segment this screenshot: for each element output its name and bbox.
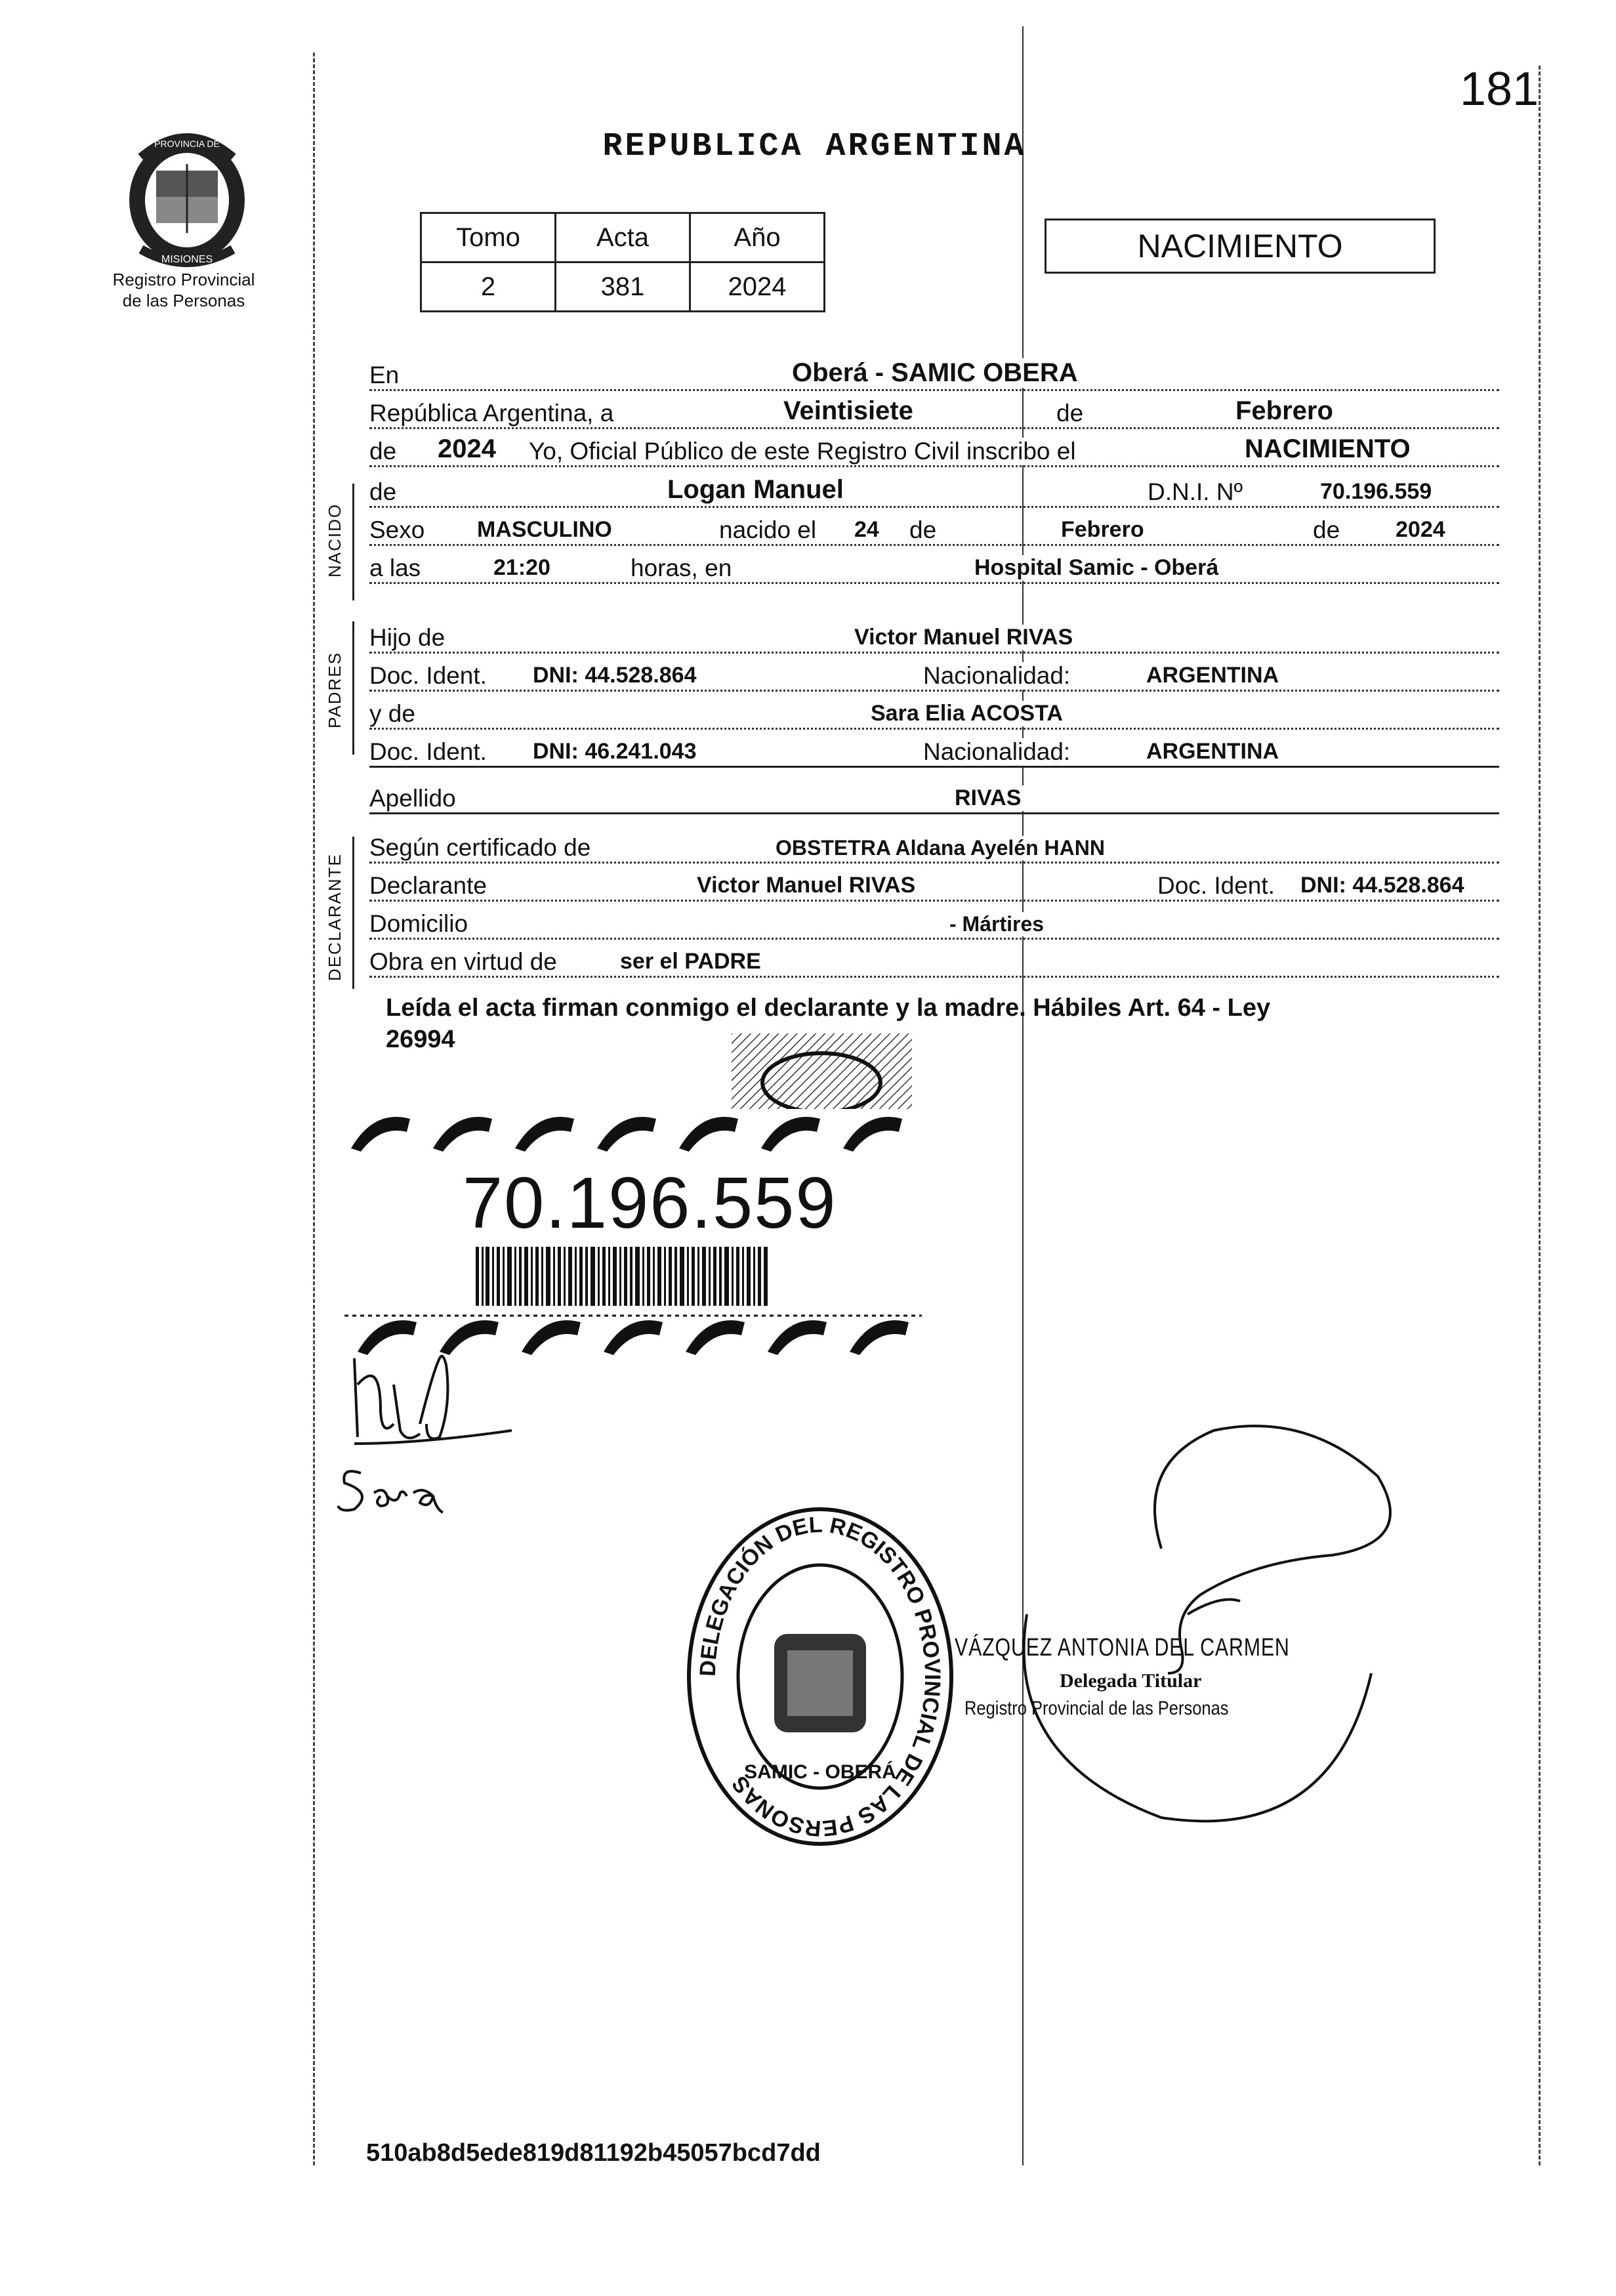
madre-value: Sara Elia ACOSTA	[868, 701, 1066, 726]
svg-text:MISIONES: MISIONES	[161, 254, 213, 265]
signature-official	[964, 1398, 1424, 1857]
anio-inscripcion-value: 2024	[435, 434, 499, 464]
padres-section-line	[352, 621, 354, 755]
right-margin-line	[1539, 66, 1541, 2165]
dom-value: - Mártires	[947, 912, 1046, 936]
oficial-label: Yo, Oficial Público de este Registro Civil inscribo el	[525, 438, 1080, 465]
anio-value: 2024	[690, 262, 825, 312]
stamp-inner-text: SAMIC - OBERÁ	[744, 1761, 896, 1783]
closing-statement	[386, 992, 1501, 1055]
page-number: 181	[1460, 63, 1539, 115]
yde-label: y de	[369, 700, 419, 728]
nac1-value: ARGENTINA	[1144, 663, 1281, 688]
decl-label: Declarante	[369, 872, 491, 900]
registry-caption-line2: de las Personas	[122, 291, 245, 310]
row-republica	[369, 389, 1499, 429]
nacido-de-label: de	[905, 516, 940, 544]
sticker-dni-number: 70.196.559	[463, 1163, 837, 1243]
doc1-value: DNI: 44.528.864	[530, 663, 699, 688]
row-hora	[369, 544, 1499, 584]
svg-text:PROVINCIA DE: PROVINCIA DE	[154, 138, 220, 149]
row-hijo	[369, 614, 1499, 654]
document-hash: 510ab8d5ede819d81192b45057bcd7dd	[366, 2139, 821, 2167]
decl-doc-label: Doc. Ident.	[1153, 872, 1279, 900]
signature-declarante	[341, 1345, 525, 1450]
nacido-de2-label: de	[1309, 516, 1344, 544]
row-domicilio	[369, 900, 1499, 940]
registry-caption-line1: Registro Provincial	[112, 270, 255, 289]
obra-label: Obra en virtud de	[369, 948, 561, 976]
nombre-label: de	[369, 478, 400, 506]
row-certificado	[369, 824, 1499, 864]
row-doc2	[369, 728, 1499, 768]
obra-value: ser el PADRE	[617, 949, 764, 974]
dni-sticker-top-band	[348, 1109, 928, 1155]
official-role: Delegada Titular	[1060, 1670, 1202, 1692]
decl-doc-value: DNI: 44.528.864	[1298, 873, 1467, 898]
mes-value: Febrero	[1233, 396, 1336, 426]
document-title: REPUBLICA ARGENTINA	[602, 128, 1027, 165]
row-madre	[369, 690, 1499, 730]
declarante-section-line	[352, 837, 354, 989]
nacido-section-line	[352, 484, 354, 600]
inscribo-value: NACIMIENTO	[1242, 434, 1413, 464]
nombre-value: Logan Manuel	[665, 475, 846, 505]
official-stamp	[669, 1503, 971, 1850]
row-sexo	[369, 506, 1499, 546]
row-nombre	[369, 468, 1499, 508]
dni-label: D.N.I. Nº	[1144, 478, 1247, 506]
doc2-label: Doc. Ident.	[369, 738, 491, 766]
record-type-box: NACIMIENTO	[1045, 219, 1436, 274]
en-value: Oberá - SAMIC OBERA	[789, 358, 1081, 388]
apellido-value: RIVAS	[952, 785, 1024, 811]
row-en	[369, 351, 1499, 391]
barcode	[476, 1247, 771, 1306]
padre-value: Victor Manuel RIVAS	[852, 625, 1075, 650]
dom-label: Domicilio	[369, 910, 472, 938]
cert-label: Según certificado de	[369, 834, 594, 862]
nacido-section-label: NACIDO	[325, 503, 344, 577]
de2-label: de	[369, 438, 400, 465]
col-anio-header: Año	[690, 213, 825, 262]
de-label: de	[1052, 400, 1087, 427]
sexo-label: Sexo	[369, 516, 428, 544]
stamp-ring-text: DELEGACIÓN DEL REGISTRO PROVINCIAL DE LAS PERSONAS	[695, 1512, 945, 1841]
left-margin-line	[313, 52, 315, 2165]
registry-caption	[85, 269, 282, 311]
acta-value: 381	[556, 262, 690, 312]
row-obra	[369, 938, 1499, 978]
horas-en-label: horas, en	[627, 554, 735, 582]
nacido-dia-value: 24	[852, 517, 882, 543]
sexo-value: MASCULINO	[474, 517, 615, 543]
hijo-label: Hijo de	[369, 624, 449, 652]
en-label: En	[369, 362, 403, 389]
lugar-value: Hospital Samic - Oberá	[972, 555, 1221, 581]
nac1-label: Nacionalidad:	[919, 662, 1074, 690]
official-registry: Registro Provincial de las Personas	[964, 1698, 1229, 1719]
alas-label: a las	[369, 554, 425, 582]
dia-value: Veintisiete	[781, 396, 916, 426]
signature-madre	[335, 1460, 466, 1519]
doc1-label: Doc. Ident.	[369, 662, 491, 690]
row-declarante	[369, 862, 1499, 902]
nacido-el-label: nacido el	[715, 516, 820, 544]
decl-value: Victor Manuel RIVAS	[694, 873, 918, 898]
closing-line1: Leída el acta firman conmigo el declarante y la madre. Hábiles Art. 64 - Ley	[386, 994, 1271, 1022]
nacido-anio-value: 2024	[1393, 517, 1448, 543]
hora-value: 21:20	[491, 555, 553, 581]
doc2-value: DNI: 46.241.043	[530, 739, 699, 764]
row-oficial	[369, 427, 1499, 467]
apellido-label: Apellido	[369, 785, 460, 812]
row-apellido	[369, 774, 1499, 814]
tomo-value: 2	[421, 262, 556, 312]
col-acta-header: Acta	[556, 213, 690, 262]
register-table	[420, 212, 825, 312]
cert-value: OBSTETRA Aldana Ayelén HANN	[773, 836, 1108, 860]
dni-value: 70.196.559	[1317, 479, 1434, 505]
nacido-mes-value: Febrero	[1058, 517, 1147, 543]
declarante-section-label: DECLARANTE	[325, 853, 344, 981]
closing-line2: 26994	[386, 1026, 455, 1053]
padres-section-label: PADRES	[325, 652, 344, 728]
official-name: VÁZQUEZ ANTONIA DEL CARMEN	[955, 1634, 1290, 1661]
republica-label: República Argentina, a	[369, 400, 617, 427]
nac2-value: ARGENTINA	[1144, 739, 1281, 764]
col-tomo-header: Tomo	[421, 213, 556, 262]
row-doc1	[369, 652, 1499, 692]
nac2-label: Nacionalidad:	[919, 738, 1074, 766]
